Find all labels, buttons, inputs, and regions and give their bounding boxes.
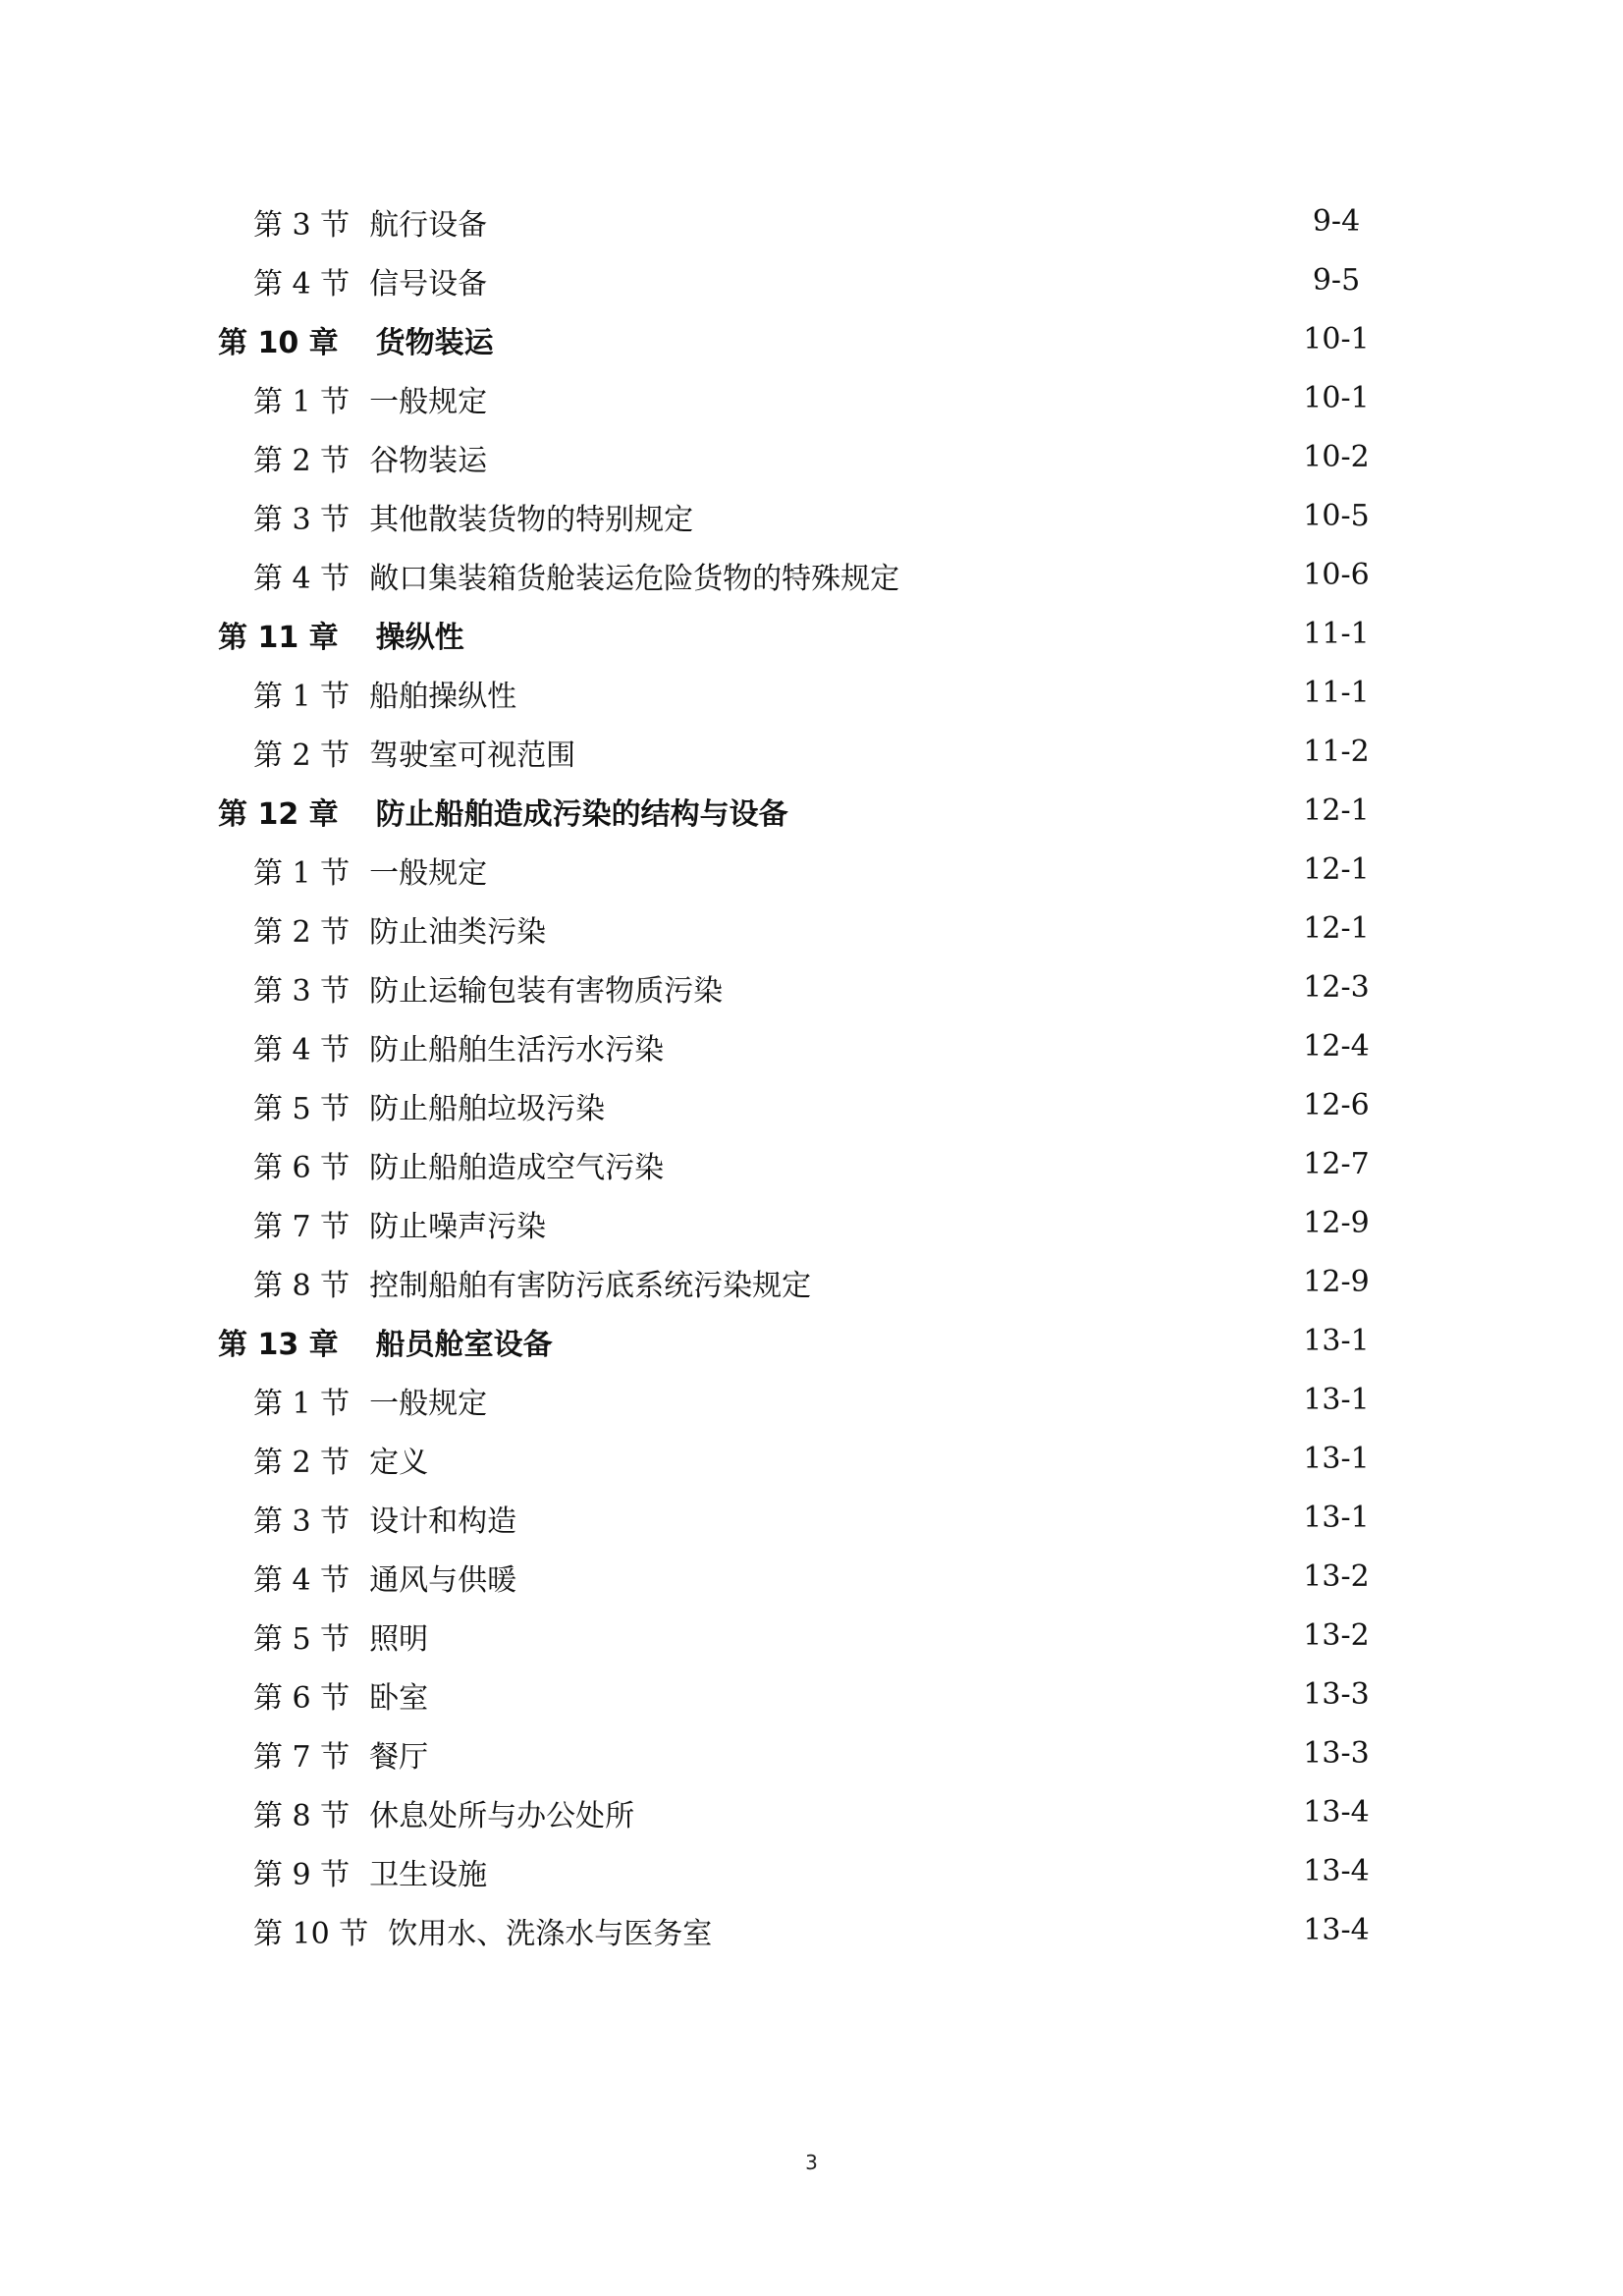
toc-entry-label: 第 13 章 xyxy=(218,1328,339,1362)
toc-entry-label: 第 4 节 xyxy=(253,562,351,596)
toc-entry-label: 第 12 章 xyxy=(218,797,339,832)
toc-section-entry[interactable] xyxy=(0,1548,1623,1607)
dot-leader xyxy=(430,1621,1211,1651)
toc-section-entry[interactable] xyxy=(0,1076,1623,1135)
toc-entry-title: 一般规定 xyxy=(369,385,488,419)
toc-entry-page: 13-1 xyxy=(1303,1324,1370,1358)
dot-leader xyxy=(518,679,1211,708)
toc-section-entry[interactable] xyxy=(0,428,1623,487)
toc-entry-page: 12-1 xyxy=(1303,911,1370,946)
toc-entry-title: 餐厅 xyxy=(369,1740,429,1775)
dot-leader xyxy=(466,620,1211,649)
dot-leader xyxy=(813,1268,1211,1297)
toc-entry-label: 第 1 节 xyxy=(253,680,351,714)
toc-section-entry[interactable] xyxy=(0,1783,1623,1842)
toc-entry-label: 第 2 节 xyxy=(253,1446,351,1480)
dot-leader xyxy=(518,1503,1211,1533)
toc-entry-page: 13-2 xyxy=(1303,1618,1370,1653)
toc-entry-title: 货物装运 xyxy=(375,326,494,360)
toc-entry-label: 第 4 节 xyxy=(253,1563,351,1598)
toc-entry-page: 13-3 xyxy=(1303,1677,1370,1712)
dot-leader xyxy=(607,1091,1211,1121)
dot-leader xyxy=(714,1916,1211,1945)
toc-entry-title: 驾驶室可视范围 xyxy=(369,738,576,773)
dot-leader xyxy=(489,1386,1211,1415)
toc-entry-page: 10-5 xyxy=(1303,499,1370,533)
toc-section-entry[interactable] xyxy=(0,546,1623,605)
toc-entry-page: 12-7 xyxy=(1303,1147,1370,1181)
toc-entry-title: 饮用水、洗涤水与医务室 xyxy=(388,1917,713,1951)
toc-entry-title: 防止运输包装有害物质污染 xyxy=(369,974,724,1009)
toc-entry-title: 通风与供暖 xyxy=(369,1563,517,1598)
toc-section-entry[interactable] xyxy=(0,251,1623,310)
dot-leader xyxy=(489,443,1211,472)
toc-entry-label: 第 3 节 xyxy=(253,208,351,243)
toc-entry-title: 船员舱室设备 xyxy=(375,1328,553,1362)
toc-entry-label: 第 4 节 xyxy=(253,267,351,301)
toc-entry-label: 第 8 节 xyxy=(253,1269,351,1303)
toc-entry-page: 11-2 xyxy=(1303,735,1370,769)
toc-entry-label: 第 8 节 xyxy=(253,1799,351,1833)
toc-entry-label: 第 1 节 xyxy=(253,1387,351,1421)
toc-entry-label: 第 9 节 xyxy=(253,1858,351,1892)
toc-entry-page: 13-1 xyxy=(1303,1442,1370,1476)
toc-entry-page: 13-1 xyxy=(1303,1501,1370,1535)
table-of-contents xyxy=(0,192,1623,1960)
toc-entry-title: 防止船舶造成污染的结构与设备 xyxy=(375,797,788,832)
toc-section-entry[interactable] xyxy=(0,841,1623,900)
toc-entry-label: 第 10 章 xyxy=(218,326,339,360)
toc-entry-title: 照明 xyxy=(369,1622,429,1657)
dot-leader xyxy=(489,384,1211,413)
toc-section-entry[interactable] xyxy=(0,900,1623,958)
toc-section-entry[interactable] xyxy=(0,1842,1623,1901)
toc-chapter-entry[interactable] xyxy=(0,310,1623,369)
dot-leader xyxy=(548,1209,1211,1238)
toc-entry-page: 12-9 xyxy=(1303,1206,1370,1240)
page-number: 3 xyxy=(805,2151,818,2174)
toc-section-entry[interactable] xyxy=(0,487,1623,546)
toc-section-entry[interactable] xyxy=(0,1371,1623,1430)
toc-section-entry[interactable] xyxy=(0,958,1623,1017)
toc-section-entry[interactable] xyxy=(0,1253,1623,1312)
toc-entry-label: 第 2 节 xyxy=(253,738,351,773)
toc-section-entry[interactable] xyxy=(0,723,1623,782)
toc-entry-title: 航行设备 xyxy=(369,208,488,243)
toc-entry-label: 第 3 节 xyxy=(253,974,351,1009)
dot-leader xyxy=(489,266,1211,296)
toc-entry-page: 11-1 xyxy=(1303,676,1370,710)
toc-section-entry[interactable] xyxy=(0,1901,1623,1960)
dot-leader xyxy=(555,1327,1211,1356)
dot-leader xyxy=(901,561,1211,590)
toc-chapter-entry[interactable] xyxy=(0,782,1623,841)
dot-leader xyxy=(489,207,1211,237)
dot-leader xyxy=(790,796,1211,826)
toc-entry-label: 第 7 节 xyxy=(253,1740,351,1775)
toc-section-entry[interactable] xyxy=(0,1430,1623,1489)
toc-entry-title: 定义 xyxy=(369,1446,429,1480)
toc-entry-page: 13-2 xyxy=(1303,1559,1370,1594)
toc-section-entry[interactable] xyxy=(0,1135,1623,1194)
toc-entry-title: 卫生设施 xyxy=(369,1858,488,1892)
toc-entry-label: 第 5 节 xyxy=(253,1092,351,1126)
toc-section-entry[interactable] xyxy=(0,664,1623,723)
toc-entry-page: 10-1 xyxy=(1303,381,1370,415)
toc-entry-title: 防止船舶造成空气污染 xyxy=(369,1151,665,1185)
toc-entry-label: 第 5 节 xyxy=(253,1622,351,1657)
dot-leader xyxy=(489,1857,1211,1886)
toc-entry-label: 第 1 节 xyxy=(253,385,351,419)
toc-chapter-entry[interactable] xyxy=(0,605,1623,664)
toc-entry-page: 12-6 xyxy=(1303,1088,1370,1122)
dot-leader xyxy=(430,1680,1211,1710)
toc-section-entry[interactable] xyxy=(0,192,1623,251)
dot-leader xyxy=(725,973,1211,1003)
toc-entry-label: 第 10 节 xyxy=(253,1917,369,1951)
toc-entry-page: 12-1 xyxy=(1303,852,1370,887)
toc-section-entry[interactable] xyxy=(0,1607,1623,1666)
dot-leader xyxy=(636,1798,1211,1828)
toc-entry-title: 船舶操纵性 xyxy=(369,680,517,714)
toc-section-entry[interactable] xyxy=(0,1489,1623,1548)
toc-entry-title: 一般规定 xyxy=(369,856,488,891)
toc-entry-title: 信号设备 xyxy=(369,267,488,301)
toc-entry-title: 防止船舶生活污水污染 xyxy=(369,1033,665,1067)
dot-leader xyxy=(430,1445,1211,1474)
dot-leader xyxy=(548,914,1211,944)
toc-entry-label: 第 11 章 xyxy=(218,621,339,655)
toc-entry-label: 第 2 节 xyxy=(253,915,351,950)
dot-leader xyxy=(577,738,1211,767)
toc-entry-label: 第 3 节 xyxy=(253,1504,351,1539)
dot-leader xyxy=(695,502,1211,531)
toc-entry-label: 第 6 节 xyxy=(253,1681,351,1716)
toc-entry-title: 设计和构造 xyxy=(369,1504,517,1539)
toc-entry-title: 操纵性 xyxy=(375,621,464,655)
toc-entry-page: 10-6 xyxy=(1303,558,1370,592)
toc-chapter-entry[interactable] xyxy=(0,1312,1623,1371)
toc-entry-page: 12-3 xyxy=(1303,970,1370,1005)
toc-entry-page: 10-1 xyxy=(1303,322,1370,356)
toc-entry-title: 敞口集装箱货舱装运危险货物的特殊规定 xyxy=(369,562,900,596)
toc-entry-title: 防止船舶垃圾污染 xyxy=(369,1092,606,1126)
toc-entry-label: 第 6 节 xyxy=(253,1151,351,1185)
toc-section-entry[interactable] xyxy=(0,1666,1623,1724)
toc-entry-page: 13-1 xyxy=(1303,1383,1370,1417)
dot-leader xyxy=(518,1562,1211,1592)
toc-entry-page: 13-3 xyxy=(1303,1736,1370,1771)
toc-entry-page: 13-4 xyxy=(1303,1913,1370,1947)
toc-entry-title: 防止油类污染 xyxy=(369,915,547,950)
toc-entry-label: 第 7 节 xyxy=(253,1210,351,1244)
toc-entry-title: 一般规定 xyxy=(369,1387,488,1421)
toc-entry-page: 10-2 xyxy=(1303,440,1370,474)
dot-leader xyxy=(666,1150,1211,1179)
toc-entry-page: 12-9 xyxy=(1303,1265,1370,1299)
toc-section-entry[interactable] xyxy=(0,1724,1623,1783)
toc-entry-label: 第 2 节 xyxy=(253,444,351,478)
toc-entry-page: 13-4 xyxy=(1303,1854,1370,1888)
toc-entry-label: 第 1 节 xyxy=(253,856,351,891)
toc-entry-page: 12-1 xyxy=(1303,793,1370,828)
toc-entry-title: 其他散装货物的特别规定 xyxy=(369,503,694,537)
dot-leader xyxy=(666,1032,1211,1062)
toc-entry-label: 第 4 节 xyxy=(253,1033,351,1067)
dot-leader xyxy=(430,1739,1211,1769)
toc-entry-page: 12-4 xyxy=(1303,1029,1370,1064)
toc-entry-page: 9-5 xyxy=(1312,263,1361,298)
toc-entry-title: 谷物装运 xyxy=(369,444,488,478)
toc-entry-title: 休息处所与办公处所 xyxy=(369,1799,635,1833)
toc-entry-title: 防止噪声污染 xyxy=(369,1210,547,1244)
toc-section-entry[interactable] xyxy=(0,1017,1623,1076)
toc-entry-label: 第 3 节 xyxy=(253,503,351,537)
toc-entry-title: 卧室 xyxy=(369,1681,429,1716)
dot-leader xyxy=(489,855,1211,885)
toc-section-entry[interactable] xyxy=(0,369,1623,428)
toc-entry-page: 9-4 xyxy=(1312,204,1361,239)
toc-entry-title: 控制船舶有害防污底系统污染规定 xyxy=(369,1269,812,1303)
toc-section-entry[interactable] xyxy=(0,1194,1623,1253)
toc-entry-page: 13-4 xyxy=(1303,1795,1370,1830)
dot-leader xyxy=(496,325,1211,355)
toc-entry-page: 11-1 xyxy=(1303,617,1370,651)
